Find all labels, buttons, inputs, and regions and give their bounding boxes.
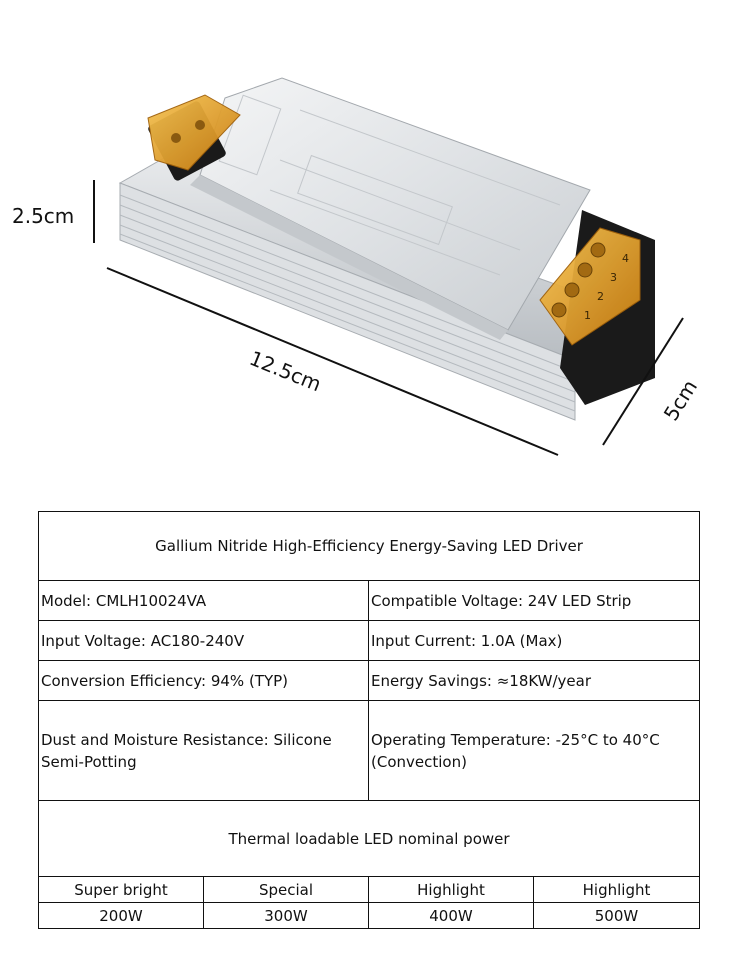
power-value-row (39, 903, 700, 929)
power-table-title: Thermal loadable LED nominal power (39, 801, 700, 877)
table-title-row (39, 512, 700, 581)
spec-input-current: Input Current: 1.0A (Max) (369, 621, 700, 661)
power-header-cell: Special (204, 877, 369, 903)
terminal-number: 4 (622, 252, 629, 265)
spec-dust-moisture-resistance: Dust and Moisture Resistance: Silicone Semi-Potting (39, 701, 369, 801)
power-header-cell: Highlight (534, 877, 700, 903)
table-row (39, 701, 700, 801)
spec-compatible-voltage: Compatible Voltage: 24V LED Strip (369, 581, 700, 621)
spec-energy-savings: Energy Savings: ≈18KW/year (369, 661, 700, 701)
spec-conversion-efficiency: Conversion Efficiency: 94% (TYP) (39, 661, 369, 701)
table-row (39, 661, 700, 701)
table-row (39, 581, 700, 621)
spec-table (38, 511, 700, 929)
spec-input-voltage: Input Voltage: AC180-240V (39, 621, 369, 661)
power-header-row (39, 877, 700, 903)
table-title: Gallium Nitride High-Efficiency Energy-Saving LED Driver (39, 512, 700, 581)
power-title-row (39, 801, 700, 877)
terminal-number: 2 (597, 290, 604, 303)
power-value-cell: 300W (204, 903, 369, 929)
power-header-cell: Highlight (369, 877, 534, 903)
power-value-cell: 200W (39, 903, 204, 929)
terminal-number: 3 (610, 271, 617, 284)
terminal-number: 1 (584, 309, 591, 322)
spec-model: Model: CMLH10024VA (39, 581, 369, 621)
width-dimension-label: 5cm (658, 375, 703, 425)
power-header-cell: Super bright (39, 877, 204, 903)
length-dimension-label: 12.5cm (246, 345, 325, 397)
height-dimension-label: 2.5cm (12, 204, 75, 228)
spec-operating-temperature: Operating Temperature: -25°C to 40°C (Convection) (369, 701, 700, 801)
power-value-cell: 500W (534, 903, 700, 929)
table-row (39, 621, 700, 661)
power-value-cell: 400W (369, 903, 534, 929)
